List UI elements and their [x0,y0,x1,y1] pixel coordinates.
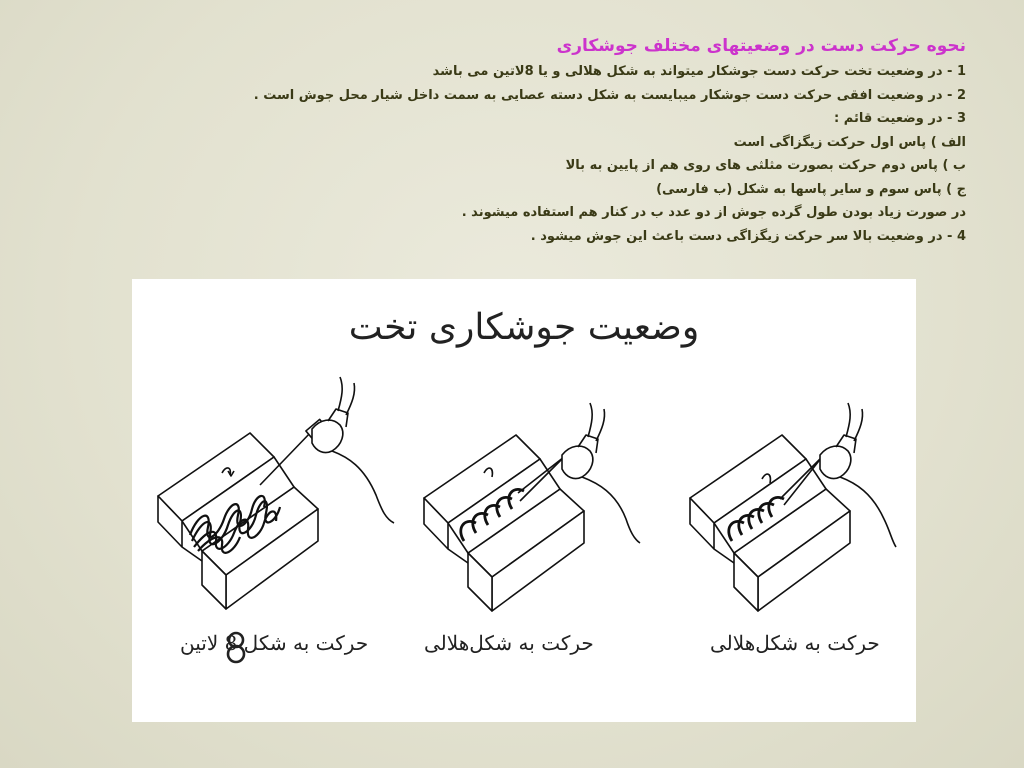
text-line-3b: ب ) پاس دوم حرکت بصورت مثلثی های روی هم از پایین به بالا [565,158,966,173]
caption-crescent-1: حرکت به شکل‌هلالی [424,631,594,655]
text-line-3: 3 - در وضعیت قائم : [834,111,966,126]
text-line-1: 1 - در وضعیت تخت حرکت دست جوشکار میتواند به شکل هلالی و یا 8لاتین می باشد [432,64,966,79]
text-line-3d: در صورت زیاد بودن طول گرده جوش از دو عدد ب در کنار هم استفاده میشوند . [461,205,966,220]
caption-crescent-2: حرکت به شکل‌هلالی [710,631,880,655]
weld-block-1-icon [158,377,394,609]
text-line-3c: ج ) پاس سوم و سایر پاسها به شکل (ب فارسی) [656,181,966,197]
text-line-2: 2 - در وضعیت افقی حرکت دست جوشکار میبایست به شکل دسته عصایی به سمت داخل شیار محل جوش است . [253,87,966,103]
weld-block-3-icon [690,403,896,611]
welding-figure [132,279,916,722]
text-line-4: 4 - در وضعیت بالا سر حرکت زیگزاگی دست باعث این جوش میشود . [530,228,966,244]
weld-block-2-icon [424,403,640,611]
text-line-3a: الف ) پاس اول حرکت زیگزاگی است [733,134,966,150]
welding-illustrations [132,279,916,722]
figure-title: وضعیت جوشکاری تخت [348,307,700,348]
caption-figure-8: حرکت به شکل 8 لاتین [180,631,369,655]
slide-title: نحوه حرکت دست در وضعیتهای مختلف جوشکاری [556,36,966,56]
slide-text-block [66,34,966,248]
